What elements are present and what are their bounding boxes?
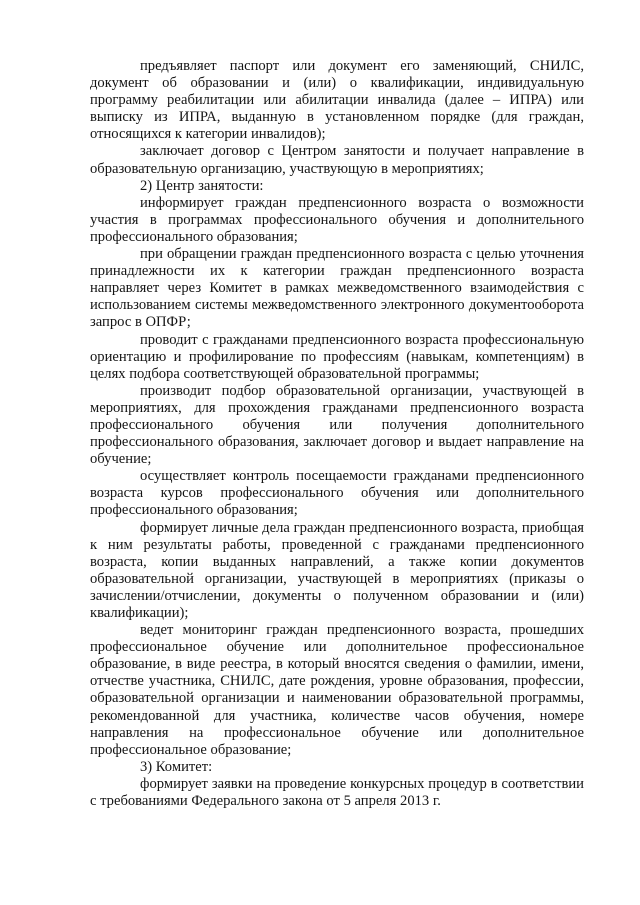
section-heading-employment-center: 2) Центр занятости: — [140, 177, 264, 194]
section-heading-committee: 3) Комитет: — [140, 758, 213, 775]
paragraph-request-opfr: при обращении граждан предпенсионного возраста с целью уточнения принадлежности их к категории граждан предпенсионного возраста направляет через Комитет в рамках межведомственного взаимодействия с использованием системы межведомственного электронного документооборота запрос в ОПФР; — [90, 246, 584, 331]
paragraph-career-guidance: проводит с гражданами предпенсионного возраста профессиональную ориентацию и профилирование по профессиям (навыкам, компетенциям) в целях подбора соответствующей образовательной программы; — [90, 331, 584, 382]
paragraph-monitoring-registry: ведет мониторинг граждан предпенсионного возраста, прошедших профессиональное обучение или дополнительное профессиональное образование, в виде реестра, в который вносятся сведения о фамилии, имени, отчестве участника, СНИЛС, дате рождения, уровне образования, профессии, образовательной организации и наименовании образовательной программы, рекомендованной для участника, количестве часов обучения, номере направления на профессиональное обучение или дополнительное профессиональное образование; — [90, 622, 584, 758]
paragraph-contract-referral: заключает договор с Центром занятости и получает направление в образовательную организацию, участвующую в мероприятиях; — [90, 143, 584, 177]
paragraph-informs-citizens: информирует граждан предпенсионного возраста о возможности участия в программах профессионального обучения и дополнительного профессионального образования; — [90, 194, 584, 245]
paragraph-personal-files: формирует личные дела граждан предпенсионного возраста, приобщая к ним результаты работы, проведенной с гражданами предпенсионного возраста, копии выданных направлений, а также копии документов образовательной организации, участвующей в мероприятиях (приказы о зачислении/отчислении, документы о полученном образовании и (или) квалификации); — [90, 519, 584, 621]
paragraph-tender-applications: формирует заявки на проведение конкурсных процедур в соответствии с требованиями Федерального закона от 5 апреля 2013 г. — [90, 775, 584, 810]
document-body — [90, 58, 584, 810]
paragraph-attendance-control: осуществляет контроль посещаемости гражданами предпенсионного возраста курсов профессионального обучения или дополнительного профессионального образования; — [90, 468, 584, 519]
paragraph-select-organization: производит подбор образовательной организации, участвующей в мероприятиях, для прохождения гражданами предпенсионного возраста профессионального обучения или получения дополнительного профессионального образования, заключает договор и выдает направление на обучение; — [90, 382, 584, 468]
paragraph-passport-documents: предъявляет паспорт или документ его заменяющий, СНИЛС, документ об образовании и (или) о квалификации, индивидуальную программу реабилитации или абилитации инвалида (далее – ИПРА) или выписку из ИПРА, выданную в установленном порядке (для граждан, относящихся к категории инвалидов); — [90, 58, 584, 143]
